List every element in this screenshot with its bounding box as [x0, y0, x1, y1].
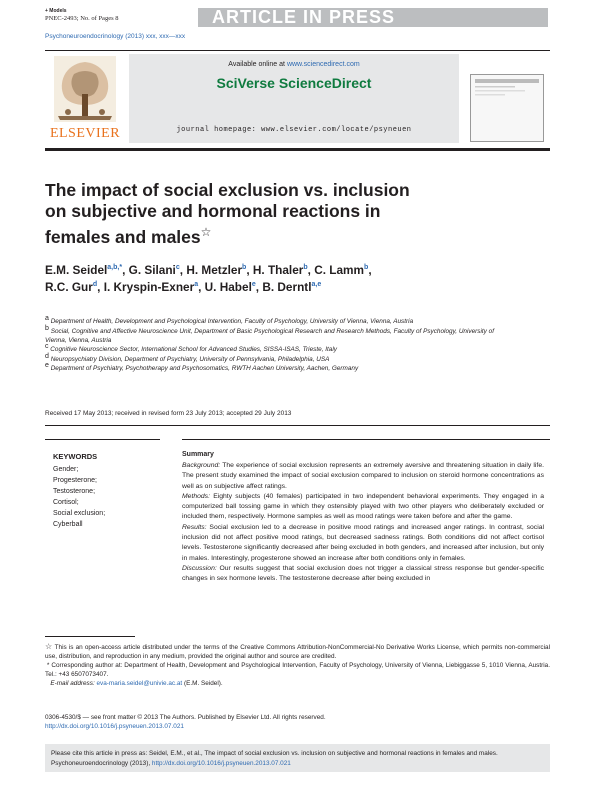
author-affil-ref[interactable]: c	[175, 264, 180, 272]
affiliation: $^d$ Neuropsychiatry Division, Department of Psychiatry, University of Pennsylvania, Philadelphia, USA	[45, 352, 330, 363]
available-prefix: Available online at	[228, 61, 287, 68]
author: I. Kryspin-Exner$^a$,	[103, 280, 205, 294]
keywords-list	[53, 464, 105, 530]
keyword-item: Progesterone;	[53, 477, 97, 484]
title-star-icon[interactable]: ☆	[200, 225, 212, 239]
article-title	[45, 180, 485, 248]
abstract-section: Results: Social exclusion led to a decrease in positive mood ratings and increased anger ratings. In contrast, social inclusion did not affect positive mood ratings, but decreased sadness ratings. Both conditions did not affect cortisol levels. Testosterone significantly decreased after being excluded in both genders, and increased after inclusion, but only in males. Interestingly, progesterone showed an increase after both conditions only in females.	[182, 523, 544, 562]
keyword-item: Testosterone;	[53, 488, 96, 495]
email-note: E-mail address: eva-maria.seidel@univie.ac.at (E.M. Seidel).	[50, 680, 223, 687]
footnotes	[45, 642, 550, 688]
abstract-section: Methods: Eighty subjects (40 females) participated in two independent behavioral experiments. They engaged in a computerized ball tossing game in which they ostensibly played with two other players who deliberately excluded or included them, respectively. Hormone samples as well as mood ratings were taken before and after the game.	[182, 492, 544, 521]
keyword-item: Cyberball	[53, 521, 83, 528]
author-affil-ref[interactable]: a	[194, 281, 199, 289]
author: B. Derntl$^{a,e}$	[262, 280, 322, 294]
article-code: PNEC-2493; No. of Pages 8	[45, 15, 119, 22]
models-label: + Models	[45, 8, 67, 14]
affiliation: $^c$ Cognitive Neuroscience Sector, International School for Advanced Studies, SISSA-ISAS, Trieste, Italy	[45, 342, 337, 353]
abstract-rule	[182, 439, 550, 440]
summary-heading: Summary	[182, 451, 214, 458]
title-line: The impact of social exclusion vs. inclusion	[45, 180, 410, 200]
author: H. Thaler$^b$,	[252, 263, 315, 277]
doi-link[interactable]: http://dx.doi.org/10.1016/j.psyneuen.2013.07.021	[45, 723, 184, 730]
author: E.M. Seidel$^{a,b,*}$,	[45, 263, 129, 277]
keyword-item: Social exclusion;	[53, 510, 106, 517]
sciencedirect-link[interactable]: www.sciencedirect.com	[286, 61, 360, 68]
email-link[interactable]: eva-maria.seidel@univie.ac.at	[96, 680, 183, 687]
author-affil-ref[interactable]: a,b,*	[107, 264, 123, 272]
citation-text: Please cite this article in press as: Seidel, E.M., et al., The impact of social exclusion vs. inclusion on subjective and hormonal reactions in females and males. Psychoneuroendocrinology (2013), http://dx.doi.org/10.1016/j.psyneuen.2013.07.021	[51, 750, 498, 767]
author: U. Habel$^e$,	[204, 280, 263, 294]
author: G. Silani$^c$,	[128, 263, 187, 277]
publisher-name: ELSEVIER	[49, 126, 121, 141]
citation-doi-link[interactable]: http://dx.doi.org/10.1016/j.psyneuen.2013.07.021	[151, 759, 291, 767]
article-in-press-banner: ARTICLE IN PRESS	[198, 8, 548, 27]
star-icon: ☆	[45, 642, 53, 651]
author: R.C. Gur$^d$,	[45, 280, 104, 294]
title-line: on subjective and hormonal reactions in	[45, 201, 381, 221]
abstract-section: Discussion: Our results suggest that social exclusion does not trigger a classical stress response but gender-specific changes in sex hormone levels. The testosterone decrease after being excluded in	[182, 564, 544, 583]
author-affil-ref[interactable]: b	[364, 264, 369, 272]
journal-citation-line[interactable]: Psychoneuroendocrinology (2013) xxx, xxx—xxx	[45, 33, 186, 40]
divider	[45, 425, 550, 426]
journal-homepage[interactable]: journal homepage: www.elsevier.com/locate/psyneuen	[176, 126, 412, 134]
author-affil-ref[interactable]: e	[251, 281, 256, 289]
open-access-note: ☆ This is an open-access article distributed under the terms of the Creative Commons Attribution-NonCommercial-No Derivative Works License, which permits non-commercial use, distribution, and reproduction in any medium, provided the original author and source are credited.	[45, 642, 551, 660]
author-affil-ref[interactable]: b	[242, 264, 247, 272]
author-affil-ref[interactable]: b	[303, 264, 308, 272]
corresponding-author-note: * Corresponding author at: Department of Health, Development and Psychological Intervention, Faculty of Psychology, University of Vienna, Liebiggasse 5, 1010 Vienna, Austria. Tel.: +43 6507073407.	[45, 662, 551, 678]
affiliations	[45, 314, 505, 374]
affiliation: $^e$ Department of Psychiatry, Psychotherapy and Psychosomatics, RWTH Aachen University, Aachen, Germany	[45, 361, 359, 372]
available-online	[129, 61, 459, 68]
platform-name: SciVerse ScienceDirect	[216, 75, 372, 91]
keyword-item: Gender;	[53, 466, 79, 473]
affiliation: $^a$ Department of Health, Development and Psychological Intervention, Faculty of Psychology, University of Vienna, Vienna, Austria	[45, 314, 414, 325]
author: H. Metzler$^b$,	[186, 263, 253, 277]
keyword-item: Cortisol;	[53, 499, 79, 506]
author: C. Lamm$^b$,	[314, 263, 372, 277]
keywords-heading: KEYWORDS	[53, 452, 98, 461]
copyright-line: 0306-4530/$ — see front matter © 2013 The Authors. Published by Elsevier Ltd. All rights reserved.	[45, 714, 326, 721]
author-affil-ref[interactable]: a,e	[311, 281, 322, 289]
affiliation: $^b$ Social, Cognitive and Affective Neuroscience Unit, Department of Basic Psychological Research and Research Methods, Faculty of Psychology, University of Vienna, Vienna, Austria	[45, 324, 494, 344]
abstract-section: Background: The experience of social exclusion represents an extremely aversive and threatening situation in daily life. The present study examined the impact of social exclusion compared to inclusion on steroid hormone concentrations as well as on subjective affect ratings.	[182, 462, 544, 490]
header-rule-bottom	[45, 148, 550, 151]
author-affil-ref[interactable]: d	[92, 281, 98, 289]
abstract-body	[182, 461, 544, 585]
journal-cover-icon	[470, 74, 544, 142]
title-line: females and males☆	[45, 225, 212, 247]
author-list	[45, 262, 515, 296]
header-rule-top	[45, 50, 550, 51]
issn-copyright	[45, 713, 550, 731]
article-history-dates: Received 17 May 2013; received in revised form 23 July 2013; accepted 29 July 2013	[45, 410, 292, 417]
footnote-rule	[45, 636, 135, 637]
